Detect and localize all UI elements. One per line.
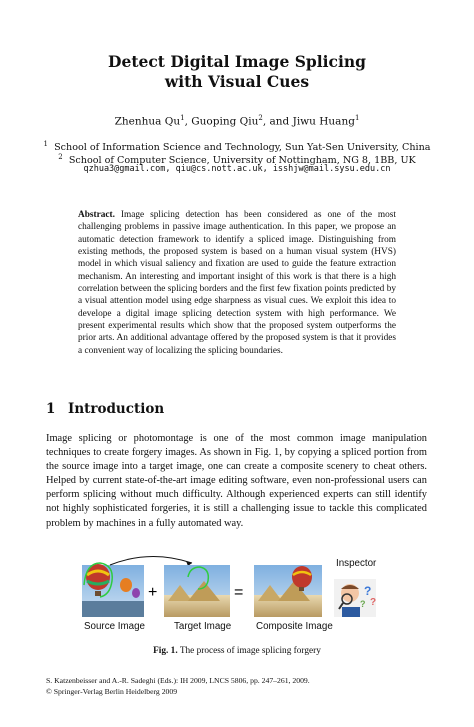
author-1-sup: 1 — [180, 114, 185, 122]
abstract-text: Image splicing detection has been considered as one of the most challenging problems in passive image authentication. In this paper, we propose an automatic detection framework to identify a spliced image. Distinguishing from existing methods, the proposed system is based on a human visual system (HVS) model in which visual saliency and fixation are used to guide the feature extraction mechanism. An interesting and important insight of this work is that there is a high correlation between the splicing borders and the first few fixation points predicted by a visual attention model using edge sharpness as visual cues. We exploit this idea to develope a digital image splicing detection system with high performance. We present experimental results which show that the proposed system outperforms the prior arts. An additional advantage offered by the proposed system is that it provides a convenient way of localizing the splicing boundaries. — [78, 210, 397, 356]
source-image — [82, 563, 144, 617]
affiliation-1-text: School of Information Science and Technology, Sun Yat-Sen University, China — [54, 142, 431, 154]
author-2: Guoping Qiu — [191, 115, 259, 128]
equals-sign: = — [234, 584, 244, 601]
inspector-label: Inspector — [336, 558, 377, 569]
target-image-label: Target Image — [174, 621, 232, 632]
composite-image-label: Composite Image — [256, 621, 333, 632]
affiliation-2-text: School of Computer Science, University of Nottingham, NG 8, 1BB, UK — [68, 155, 416, 167]
question-mark-2: ? — [370, 597, 377, 608]
section-title: Introduction — [68, 401, 165, 417]
abstract-label: Abstract. — [78, 210, 115, 220]
figure-1 — [70, 555, 410, 635]
author-list: Zhenhua Qu$^1$, Guoping Qiu$^2$, and Jiwu Huang$^1$ — [114, 114, 360, 128]
caption-text: The process of image splicing forgery — [179, 646, 321, 656]
affiliation-2-num: 2 — [58, 153, 63, 161]
author-3-sup: 1 — [354, 114, 360, 122]
author-3: and Jiwu Huang — [269, 115, 355, 128]
caption-label: Fig. 1. — [153, 646, 178, 656]
affiliation-1-num: 1 — [43, 140, 48, 148]
inspector-figure — [334, 579, 376, 617]
footer-citation: S. Katzenbeisser and A.-R. Sadeghi (Eds.): IH 2009, LNCS 5806, pp. 247–261, 2009. — [46, 676, 310, 685]
source-image-label: Source Image — [84, 621, 145, 632]
paper-title-line-1: Detect Digital Image Splicing — [108, 52, 366, 71]
figure-1-caption — [0, 646, 474, 656]
paper-title-line-2: with Visual Cues — [164, 72, 310, 91]
intro-paragraph: Image splicing or photomontage is one of the most common image manipulation techniques to create forgery images. As shown in Fig. 1, by copying a spliced portion from the source image into a target image, one can create a composite scenery to cheat others. Helped by current state-of-the-art image editing software, even non-professional users can perform splicing without much difficulty. Although experienced experts can still identify not highly sophisticated forgeries, it is still a challenging issue to tackle this complicated problem by machines in a fully automated way. — [46, 433, 427, 529]
question-mark-3: ? — [360, 599, 366, 609]
abstract — [78, 209, 396, 357]
footer-copyright: © Springer-Verlag Berlin Heidelberg 2009 — [46, 687, 178, 696]
composite-image — [254, 565, 322, 617]
author-1: Zhenhua Qu — [114, 115, 181, 128]
author-emails: qzhua3@gmail.com, qiu@cs.nott.ac.uk, isshjw@mail.sysu.edu.cn — [83, 164, 391, 174]
plus-sign: + — [148, 584, 158, 601]
section-heading — [46, 401, 164, 417]
section-number: 1 — [46, 401, 56, 417]
author-2-sup: 2 — [258, 114, 263, 122]
splice-arrow — [110, 556, 192, 565]
question-mark-1: ? — [364, 584, 372, 598]
target-image — [164, 565, 230, 617]
